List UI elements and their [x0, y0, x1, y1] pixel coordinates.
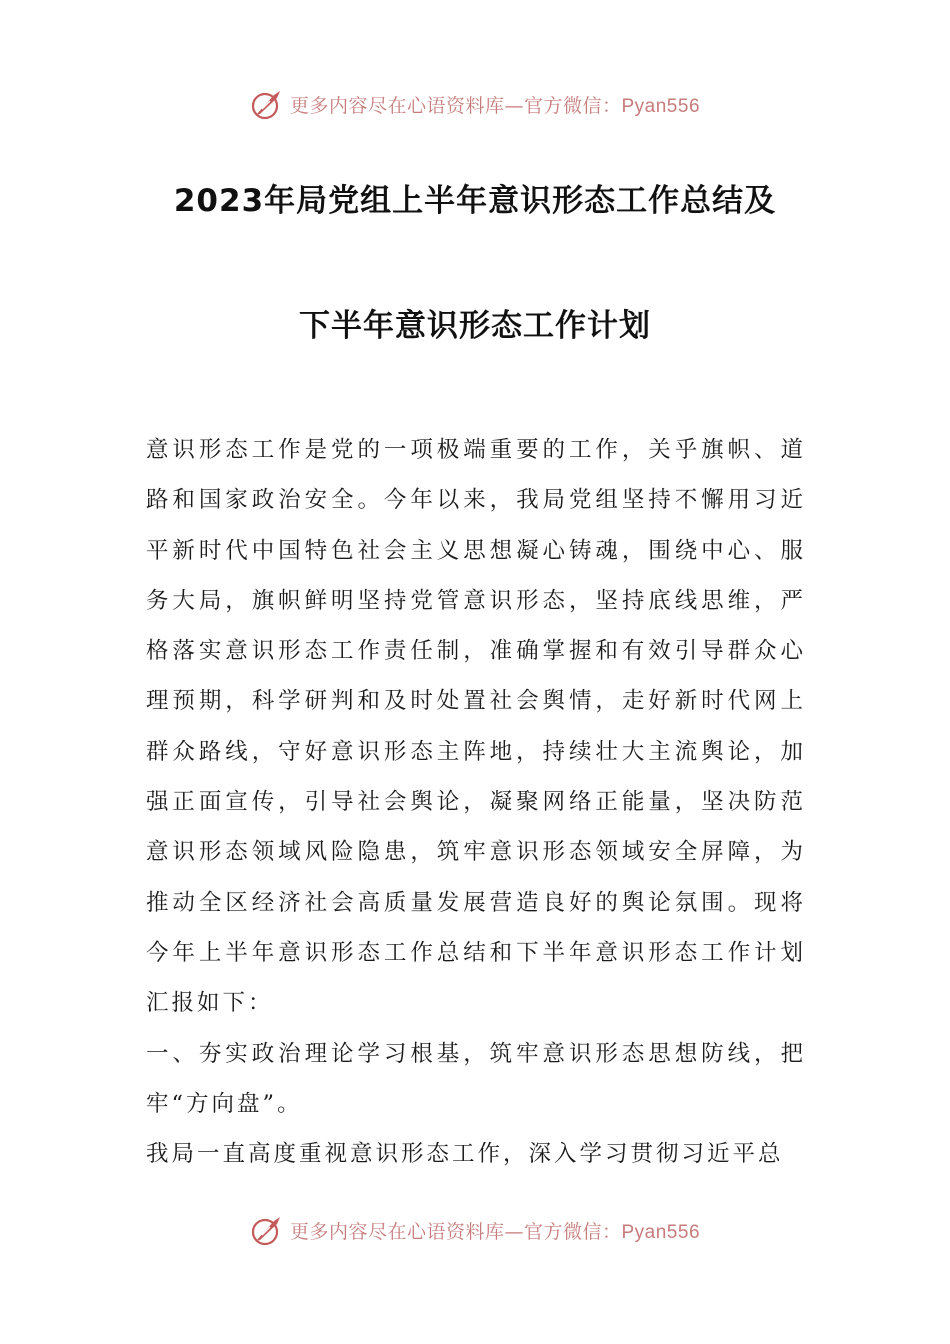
- quill-logo-icon: [250, 1213, 284, 1247]
- intro-paragraph: 意识形态工作是党的一项极端重要的工作，关乎旗帜、道路和国家政治安全。今年以来，我局党组坚持不懈用习近平新时代中国特色社会主义思想凝心铸魂，围绕中心、服务大局，旗帜鲜明坚持党管意识形态，坚持底线思维，严格落实意识形态工作责任制，准确掌握和有效引导群众心理预期，科学研判和及时处置社会舆情，走好新时代网上群众路线，守好意识形态主阵地，持续壮大主流舆论，加强正面宣传，引导社会舆论，凝聚网络正能量，坚决防范意识形态领域风险隐患，筑牢意识形态领域安全屏障，为推动全区经济社会高质量发展营造良好的舆论氛围。现将今年上半年意识形态工作总结和下半年意识形态工作计划汇报如下：: [146, 437, 806, 1017]
- document-title-line-2: 下半年意识形态工作计划: [299, 308, 651, 344]
- section-1-paragraph: 我局一直高度重视意识形态工作，深入学习贯彻习近平总: [146, 1141, 784, 1168]
- watermark-prefix: 更多内容尽在心语资料库—官方微信：: [289, 1220, 622, 1243]
- quill-logo-icon: [250, 87, 284, 121]
- section-1-heading: 一、夯实政治理论学习根基，筑牢意识形态思想防线，把牢“方向盘”。: [146, 1040, 806, 1117]
- watermark-banner-top: [0, 84, 950, 124]
- document-title-line-1: 2023年局党组上半年意识形态工作总结及: [173, 183, 777, 219]
- document-body: [146, 425, 806, 1179]
- watermark-handle: Pyan556: [621, 1221, 701, 1243]
- watermark-handle: Pyan556: [621, 95, 701, 117]
- watermark-text: [290, 1217, 700, 1244]
- watermark-text: [290, 91, 700, 118]
- watermark-prefix: 更多内容尽在心语资料库—官方微信：: [289, 94, 622, 117]
- watermark-banner-bottom: [0, 1210, 950, 1250]
